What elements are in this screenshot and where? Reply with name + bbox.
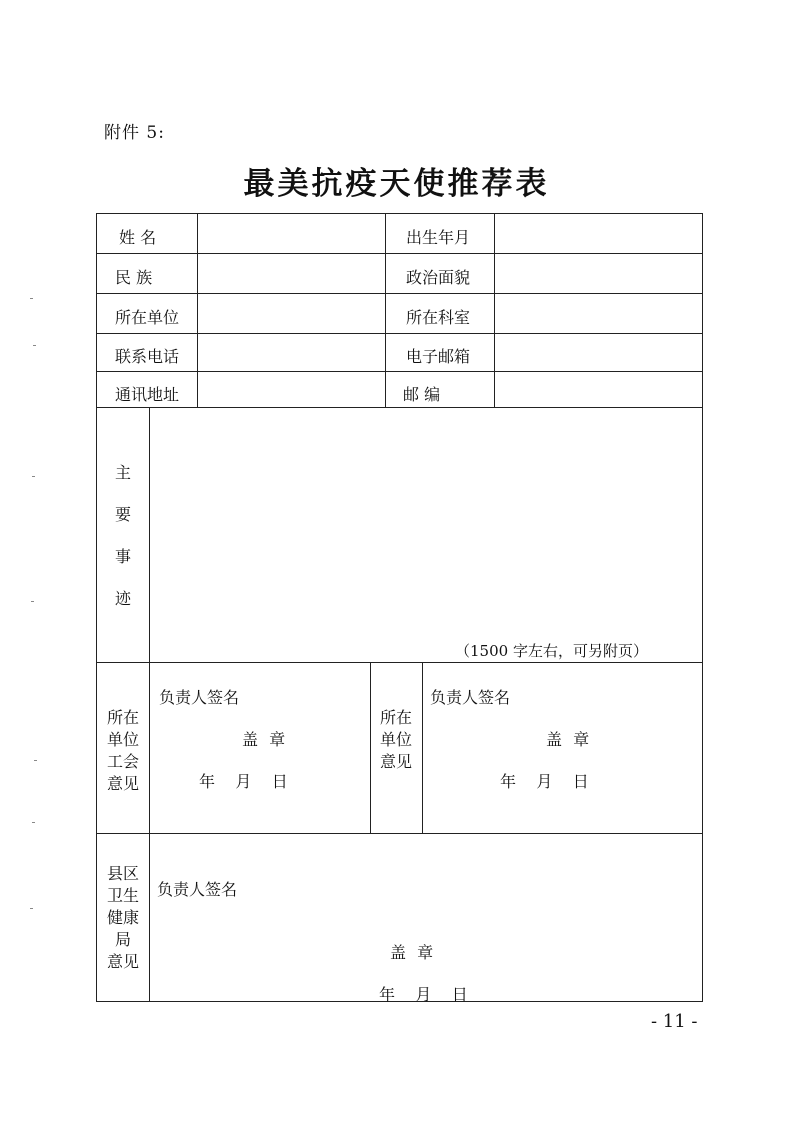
label-department: 所在科室 — [406, 308, 471, 327]
bureau-date-label: 年 月 日 — [379, 985, 468, 1004]
union-signature-label: 负责人签名 — [159, 688, 240, 707]
deeds-label-char: 迹 — [114, 589, 131, 608]
label-phone: 联系电话 — [115, 347, 180, 366]
union-date-label: 年 月 日 — [199, 772, 288, 791]
postcode-field[interactable] — [495, 372, 702, 407]
deeds-note: （1500 字左右，可另附页） — [455, 642, 648, 660]
scan-speck — [33, 345, 36, 346]
label-line: 局 — [114, 930, 131, 949]
label-name — [119, 225, 175, 248]
label-line: 单位 — [379, 730, 412, 749]
unit-opinion-label — [374, 707, 418, 773]
label-line: 意见 — [379, 752, 412, 771]
label-address: 通讯地址 — [115, 385, 180, 404]
union-stamp-label: 盖 章 — [242, 730, 286, 749]
unit-field[interactable] — [198, 294, 385, 333]
bureau-opinion-label — [101, 863, 145, 973]
label-line: 健康 — [106, 908, 139, 927]
opinion-divider — [422, 662, 423, 834]
deeds-label-char: 事 — [114, 547, 131, 566]
scan-speck — [32, 476, 35, 477]
opinion-divider — [370, 662, 371, 834]
form-title: 最美抗疫天使推荐表 — [243, 166, 550, 202]
table-border-left — [96, 213, 97, 1002]
label-unit: 所在单位 — [115, 308, 180, 327]
label-line: 县区 — [106, 864, 139, 883]
bureau-signature-label: 负责人签名 — [157, 880, 238, 899]
label-political: 政治面貌 — [406, 268, 471, 287]
col-divider — [385, 213, 386, 408]
label-ethnicity: 民 族 — [115, 268, 153, 287]
section-divider — [96, 662, 703, 663]
deeds-label-char: 主 — [114, 463, 131, 482]
scan-speck — [34, 760, 37, 761]
attachment-label: 附件 5: — [104, 123, 165, 143]
label-line: 所在 — [379, 708, 412, 727]
label-line: 卫生 — [106, 886, 139, 905]
table-border-right — [702, 213, 703, 1002]
label-line: 意见 — [106, 774, 139, 793]
label-line: 意见 — [106, 952, 139, 971]
deeds-textarea[interactable] — [150, 408, 702, 662]
label-birth: 出生年月 — [406, 228, 471, 247]
ethnicity-field[interactable] — [198, 254, 385, 293]
phone-field[interactable] — [198, 334, 385, 371]
label-name-text: 姓 名 — [119, 228, 157, 247]
label-line: 所在 — [106, 708, 139, 727]
section-divider — [96, 833, 703, 834]
label-email: 电子邮箱 — [406, 347, 471, 366]
label-postcode: 邮 编 — [403, 385, 441, 404]
unit-date-label: 年 月 日 — [500, 772, 589, 791]
political-field[interactable] — [495, 254, 702, 293]
scan-speck — [30, 908, 33, 909]
department-field[interactable] — [495, 294, 702, 333]
deeds-label-char: 要 — [114, 505, 131, 524]
unit-signature-label: 负责人签名 — [430, 688, 511, 707]
deeds-label — [103, 452, 143, 620]
name-field[interactable] — [198, 214, 385, 253]
birth-field[interactable] — [495, 214, 702, 253]
scan-speck — [31, 601, 34, 602]
unit-stamp-label: 盖 章 — [546, 730, 590, 749]
address-field[interactable] — [198, 372, 385, 407]
scan-speck — [30, 298, 33, 299]
scan-speck — [32, 822, 35, 823]
bureau-stamp-label: 盖 章 — [390, 943, 434, 962]
union-opinion-label — [101, 707, 145, 795]
label-line: 单位 — [106, 730, 139, 749]
email-field[interactable] — [495, 334, 702, 371]
page-number: - 11 - — [651, 1011, 698, 1032]
label-line: 工会 — [106, 752, 139, 771]
